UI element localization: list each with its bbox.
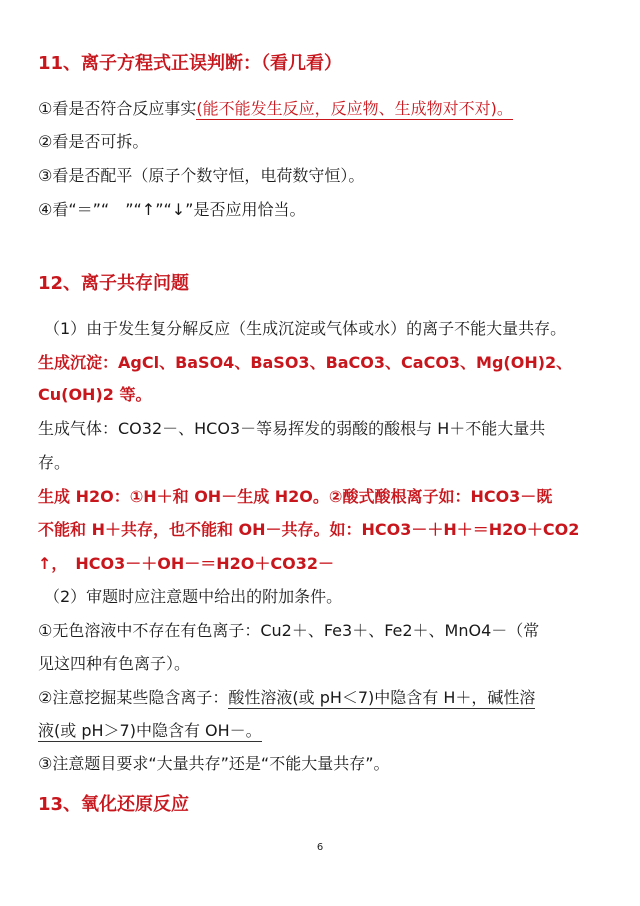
s12-condition-1a: ①无色溶液中不存在有色离子：Cu2＋、Fe3＋、Fe2＋、MnO4－（常	[38, 621, 540, 640]
s12-water-2: 不能和 H＋共存，也不能和 OH－共存。如：HCO3－＋H＋＝H2O＋CO2	[38, 520, 580, 539]
s12-condition-2-note: 酸性溶液(或 pH＜7)中隐含有 H＋，碱性溶	[228, 688, 536, 707]
s11-line-2: ②看是否可拆。	[38, 132, 149, 151]
section-12-heading: 12、离子共存问题	[38, 273, 190, 294]
s11-line-1-text: ①看是否符合反应事实	[38, 99, 197, 118]
s12-paragraph-2: （2）审题时应注意题中给出的附加条件。	[44, 587, 343, 606]
s12-paragraph-1: （1）由于发生复分解反应（生成沉淀或气体或水）的离子不能大量共存。	[44, 319, 567, 338]
s12-precipitate-2: Cu(OH)2 等。	[38, 385, 152, 404]
s11-line-1	[38, 98, 608, 120]
s11-line-1-note: (能不能发生反应，反应物、生成物对不对)。	[196, 99, 513, 118]
section-13-heading: 13、氧化还原反应	[38, 794, 190, 815]
s12-gas-1: 生成气体：CO32－、HCO3－等易挥发的弱酸的酸根与 H＋不能大量共	[38, 419, 546, 438]
s12-condition-2b	[38, 720, 608, 742]
s11-line-4: ④看“＝”“ ”“↑”“↓”是否应用恰当。	[38, 200, 306, 219]
s12-condition-1b: 见这四种有色离子）。	[38, 654, 191, 673]
s12-condition-2-label: ②注意挖掘某些隐含离子：	[38, 688, 229, 707]
s12-gas-2: 存。	[38, 453, 71, 472]
s11-line-3: ③看是否配平（原子个数守恒，电荷数守恒）。	[38, 166, 365, 185]
s12-condition-2a	[38, 687, 608, 709]
s12-condition-2-note-cont: 液(或 pH＞7)中隐含有 OH－。	[38, 721, 262, 740]
s12-condition-3: ③注意题目要求“大量共存”还是“不能大量共存”。	[38, 754, 390, 773]
s12-water-3: ↑， HCO3－＋OH－＝H2O＋CO32－	[38, 554, 335, 573]
s12-precipitate-1: 生成沉淀：AgCl、BaSO4、BaSO3、BaCO3、CaCO3、Mg(OH)2、	[38, 353, 573, 372]
section-11-heading: 11、离子方程式正误判断：（看几看）	[38, 53, 343, 74]
page-number: 6	[316, 842, 324, 853]
s12-water-1: 生成 H2O：①H＋和 OH－生成 H2O。②酸式酸根离子如：HCO3－既	[38, 487, 553, 506]
